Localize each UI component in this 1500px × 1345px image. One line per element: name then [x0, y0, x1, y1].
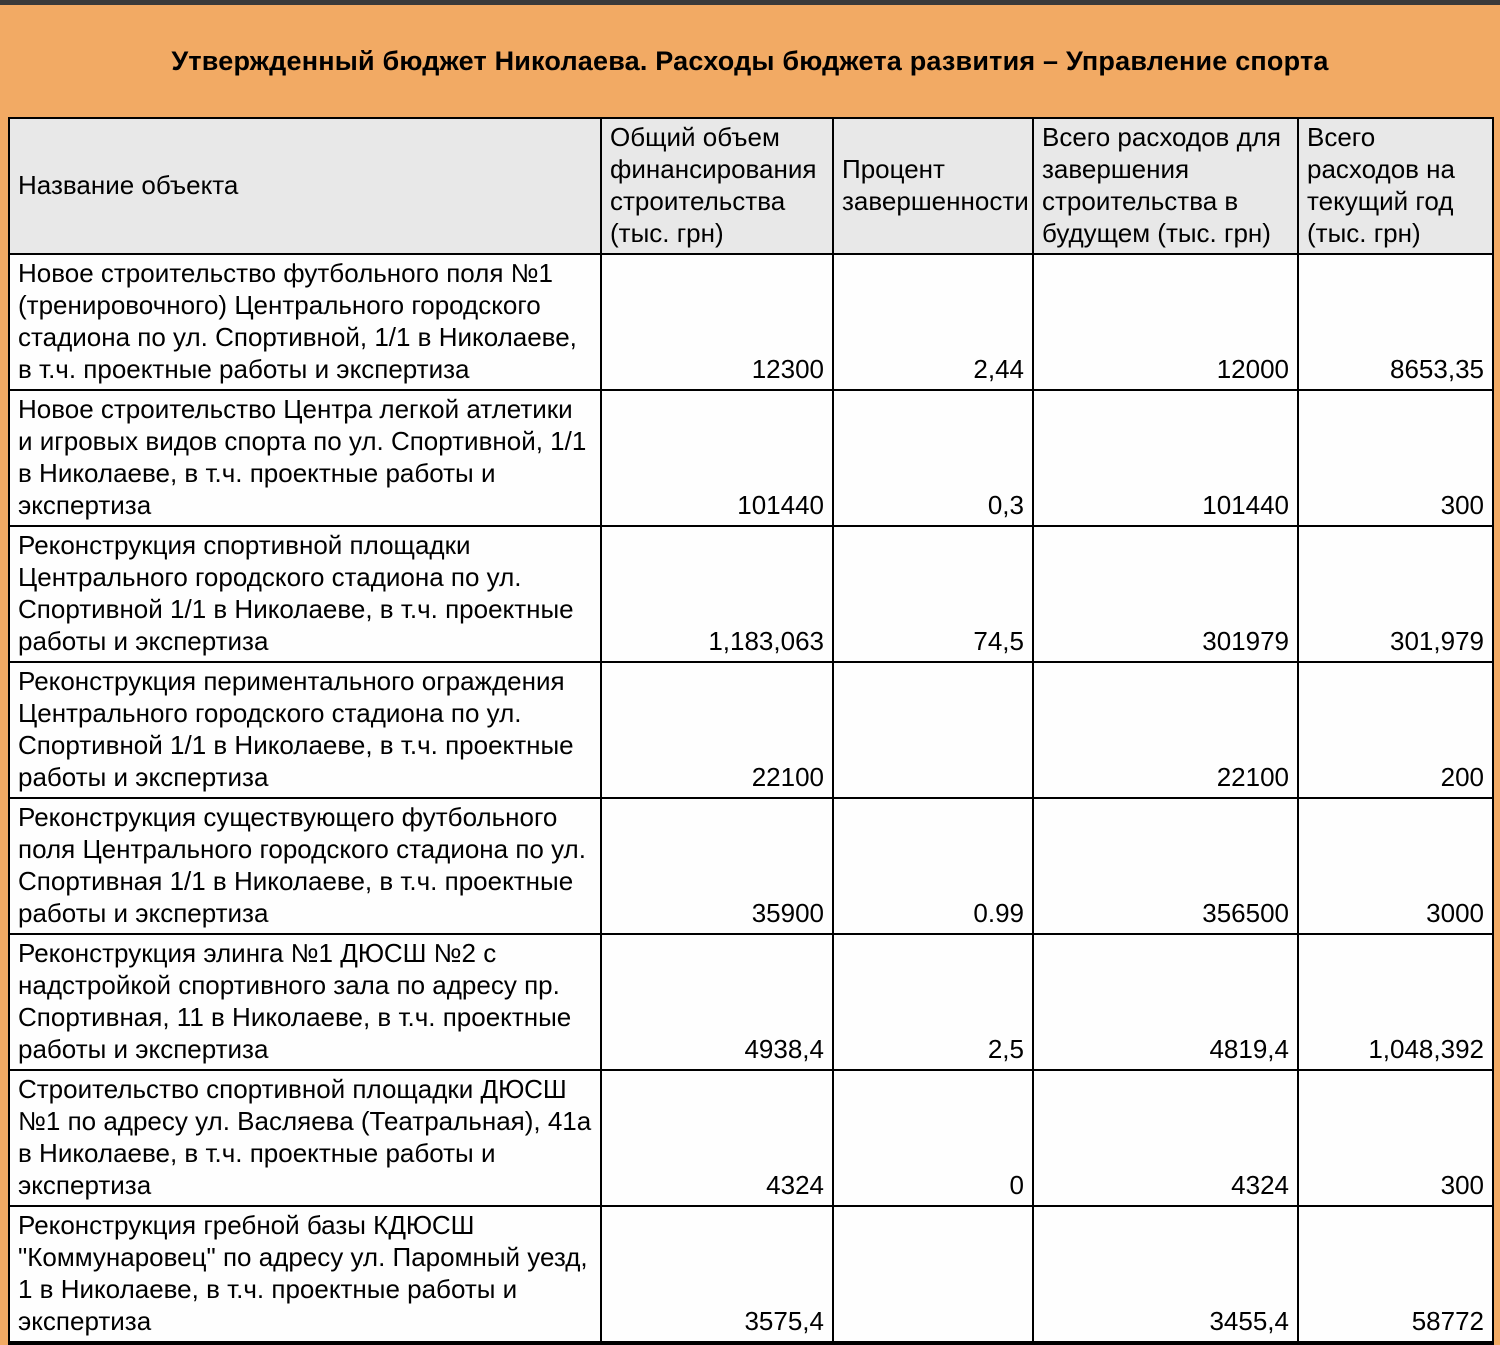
column-header-percent-complete: Процент завершенности [833, 118, 1033, 254]
percent-complete-cell [833, 662, 1033, 798]
total-funding-cell: 35900 [601, 798, 833, 934]
object-name-cell: Реконструкция существующего футбольного поля Центрального городского стадиона по ул. Спортивная 1/1 в Николаеве, в т.ч. проектные работы и экспертиза [9, 798, 601, 934]
percent-complete-cell: 2,5 [833, 934, 1033, 1070]
total-funding-cell: 22100 [601, 662, 833, 798]
current-year-cost-cell: 1,048,392 [1298, 934, 1493, 1070]
title-band [0, 5, 1500, 117]
current-year-cost-cell: 300 [1298, 1070, 1493, 1206]
budget-table [8, 117, 1494, 1345]
column-header-current-year-cost: Всего расходов на текущий год (тыс. грн) [1298, 118, 1493, 254]
future-completion-cost-cell: 356500 [1033, 798, 1298, 934]
column-header-future-completion-cost: Всего расходов для завершения строительства в будущем (тыс. грн) [1033, 118, 1298, 254]
table-row [9, 1070, 1493, 1206]
total-funding-cell: 101440 [601, 390, 833, 526]
percent-complete-cell: 0,3 [833, 390, 1033, 526]
current-year-cost-cell: 58772 [1298, 1206, 1493, 1343]
table-row [9, 662, 1493, 798]
total-funding-cell: 3575,4 [601, 1206, 833, 1343]
table-row [9, 254, 1493, 390]
current-year-cost-cell: 301,979 [1298, 526, 1493, 662]
future-completion-cost-cell: 4324 [1033, 1070, 1298, 1206]
current-year-cost-cell: 300 [1298, 390, 1493, 526]
table-row [9, 934, 1493, 1070]
total-funding-cell: 4324 [601, 1070, 833, 1206]
current-year-cost-cell: 8653,35 [1298, 254, 1493, 390]
percent-complete-cell [833, 1206, 1033, 1343]
total-funding-cell: 1,183,063 [601, 526, 833, 662]
current-year-cost-cell: 3000 [1298, 798, 1493, 934]
object-name-cell: Реконструкция спортивной площадки Центрального городского стадиона по ул. Спортивной 1/1 в Николаеве, в т.ч. проектные работы и экспертиза [9, 526, 601, 662]
total-funding-cell: 12300 [601, 254, 833, 390]
object-name-cell: Реконструкция периментального ограждения Центрального городского стадиона по ул. Спортивной 1/1 в Николаеве, в т.ч. проектные работы и экспертиза [9, 662, 601, 798]
future-completion-cost-cell: 101440 [1033, 390, 1298, 526]
table-row [9, 1206, 1493, 1343]
object-name-cell: Реконструкция гребной базы КДЮСШ "Коммунаровец" по адресу ул. Паромный уезд, 1 в Николаеве, в т.ч. проектные работы и экспертиза [9, 1206, 601, 1343]
total-funding-cell: 4938,4 [601, 934, 833, 1070]
header-row [9, 118, 1493, 254]
future-completion-cost-cell: 301979 [1033, 526, 1298, 662]
object-name-cell: Новое строительство футбольного поля №1 (тренировочного) Центрального городского стадиона по ул. Спортивной, 1/1 в Николаеве, в т.ч. проектные работы и экспертиза [9, 254, 601, 390]
table-header [9, 118, 1493, 254]
future-completion-cost-cell: 4819,4 [1033, 934, 1298, 1070]
percent-complete-cell: 74,5 [833, 526, 1033, 662]
percent-complete-cell: 2,44 [833, 254, 1033, 390]
column-header-total-funding: Общий объем финансирования строительства (тыс. грн) [601, 118, 833, 254]
future-completion-cost-cell: 3455,4 [1033, 1206, 1298, 1343]
future-completion-cost-cell: 22100 [1033, 662, 1298, 798]
table-row [9, 390, 1493, 526]
future-completion-cost-cell: 12000 [1033, 254, 1298, 390]
table-body [9, 254, 1493, 1343]
object-name-cell: Новое строительство Центра легкой атлетики и игровых видов спорта по ул. Спортивной, 1/1 в Николаеве, в т.ч. проектные работы и экспертиза [9, 390, 601, 526]
percent-complete-cell: 0 [833, 1070, 1033, 1206]
object-name-cell: Реконструкция элинга №1 ДЮСШ №2 с надстройкой спортивного зала по адресу пр. Спортивная, 11 в Николаеве, в т.ч. проектные работы и экспертиза [9, 934, 601, 1070]
table-row [9, 526, 1493, 662]
percent-complete-cell: 0.99 [833, 798, 1033, 934]
object-name-cell: Строительство спортивной площадки ДЮСШ №1 по адресу ул. Васляева (Театральная), 41а в Николаеве, в т.ч. проектные работы и экспертиза [9, 1070, 601, 1206]
column-header-object-name: Название объекта [9, 118, 601, 254]
table-row [9, 798, 1493, 934]
current-year-cost-cell: 200 [1298, 662, 1493, 798]
page-title: Утвержденный бюджет Николаева. Расходы бюджета развития – Управление спорта [171, 45, 1329, 76]
